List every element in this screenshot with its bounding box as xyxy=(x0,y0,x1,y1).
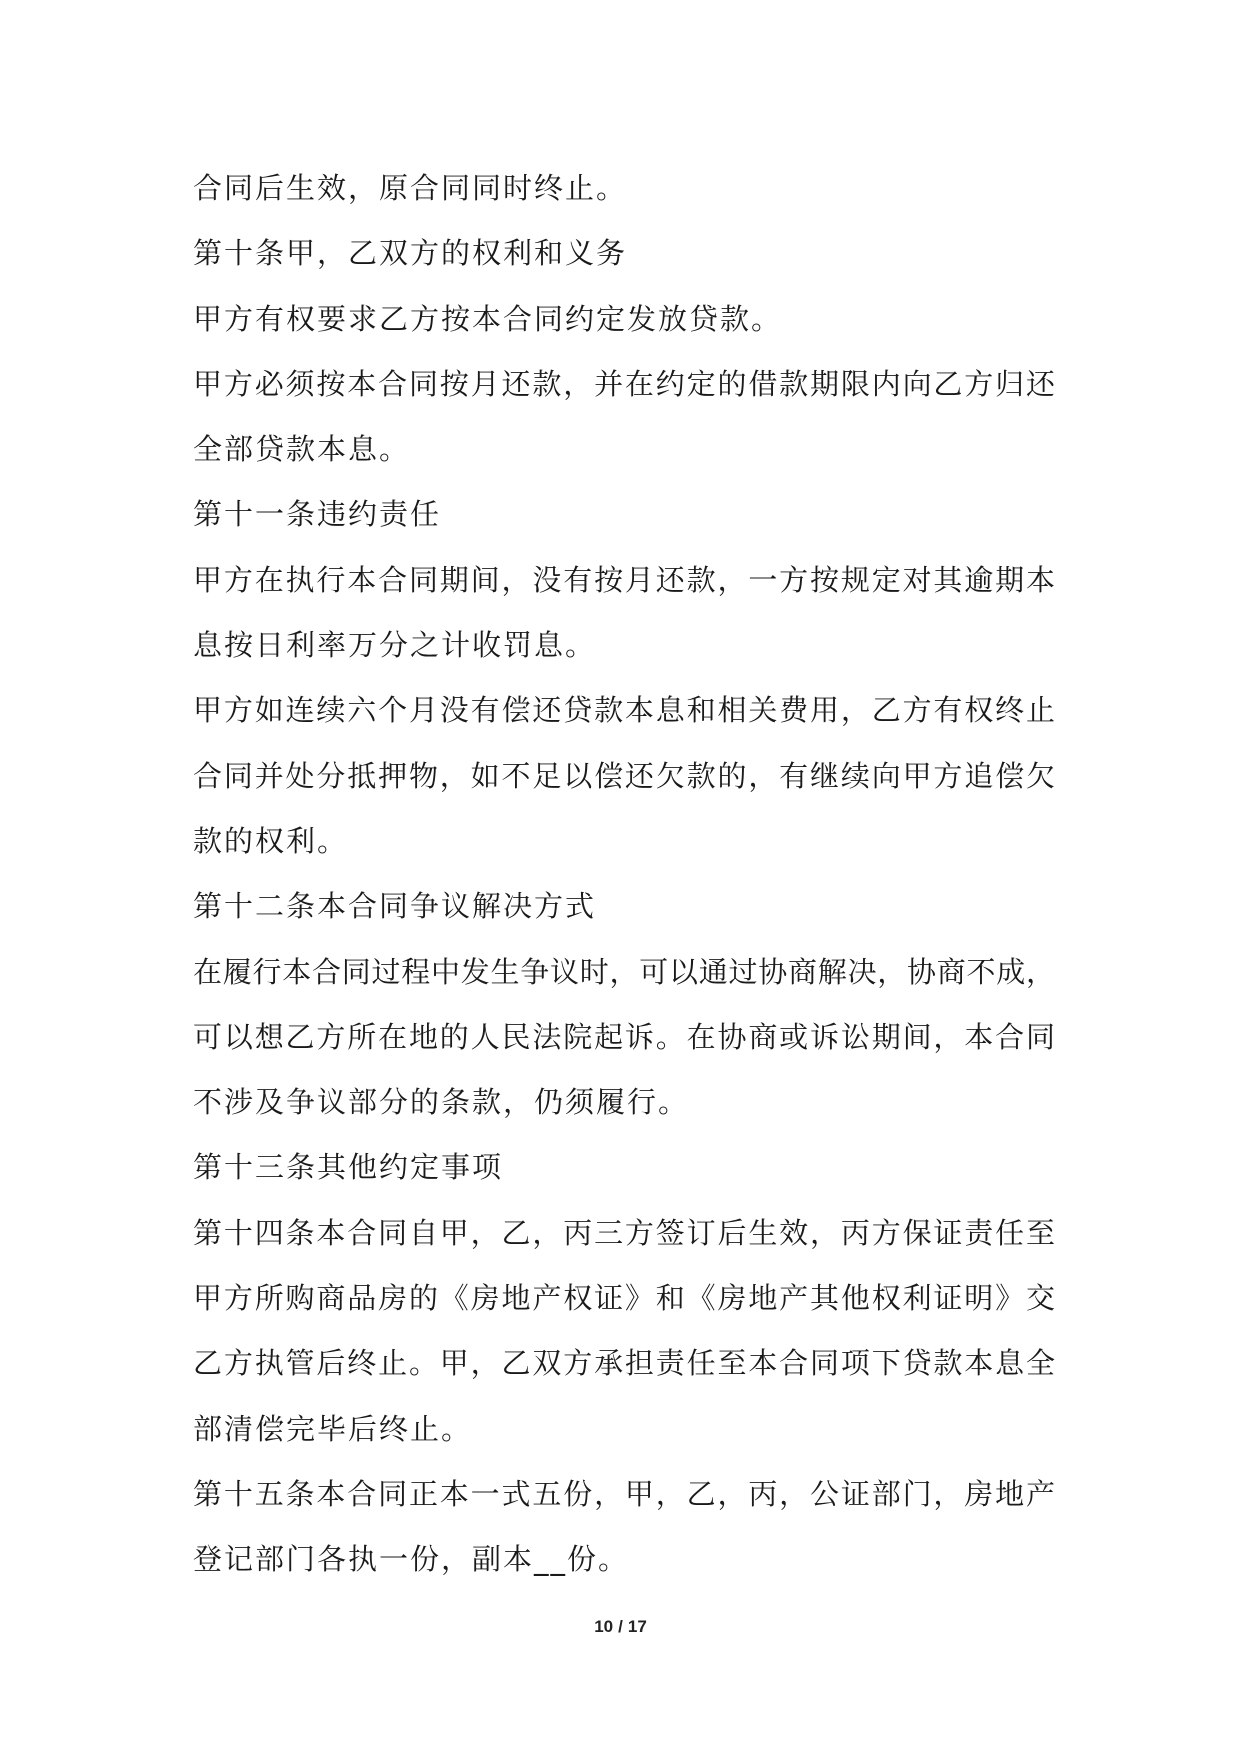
section-heading: 第十三条其他约定事项 xyxy=(193,1150,504,1185)
text-line: 合同后生效，原合同同时终止。 xyxy=(193,171,628,205)
text-line: 甲方必须按本合同按月还款，并在约定的借款期限内向乙方归还 xyxy=(193,366,1055,401)
text-line: 款的权利。 xyxy=(193,823,349,858)
total-pages: 17 xyxy=(627,1617,647,1636)
current-page: 10 xyxy=(594,1617,614,1636)
text-line: 甲方在执行本合同期间，没有按月还款，一方按规定对其逾期本 xyxy=(193,562,1055,597)
text-line: 甲方有权要求乙方按本合同约定发放贷款。 xyxy=(193,301,783,336)
page-separator: / xyxy=(618,1617,623,1636)
text-line: 合同并处分抵押物，如不足以偿还欠款的，有继续向甲方追偿欠 xyxy=(193,758,1055,793)
text-line: 部清偿完毕后终止。 xyxy=(193,1411,473,1446)
text-line: 息按日利率万分之计收罚息。 xyxy=(193,628,597,663)
text-line: 甲方所购商品房的《房地产权证》和《房地产其他权利证明》交 xyxy=(193,1281,1055,1316)
section-heading: 第十一条违约责任 xyxy=(193,497,442,532)
text-line: 全部贷款本息。 xyxy=(193,432,411,467)
text-line: 第十四条本合同自甲，乙，丙三方签订后生效，丙方保证责任至 xyxy=(193,1215,1055,1250)
text-line: 可以想乙方所在地的人民法院起诉。在协商或诉讼期间，本合同 xyxy=(193,1019,1055,1054)
text-line: 在履行本合同过程中发生争议时，可以通过协商解决，协商不成， xyxy=(193,954,1055,989)
text-line: 不涉及争议部分的条款，仍须履行。 xyxy=(193,1085,690,1120)
text-line: 第十五条本合同正本一式五份，甲，乙，丙，公证部门，房地产 xyxy=(193,1476,1055,1511)
document-body xyxy=(193,156,1055,1593)
text-line: 乙方执管后终止。甲，乙双方承担责任至本合同项下贷款本息全 xyxy=(193,1346,1055,1381)
text-line: 登记部门各执一份，副本__份。 xyxy=(193,1542,630,1577)
page-number xyxy=(0,1617,1241,1637)
section-heading: 第十二条本合同争议解决方式 xyxy=(193,889,597,924)
section-heading: 第十条甲，乙双方的权利和义务 xyxy=(193,236,628,271)
text-line: 甲方如连续六个月没有偿还贷款本息和相关费用，乙方有权终止 xyxy=(193,693,1055,728)
